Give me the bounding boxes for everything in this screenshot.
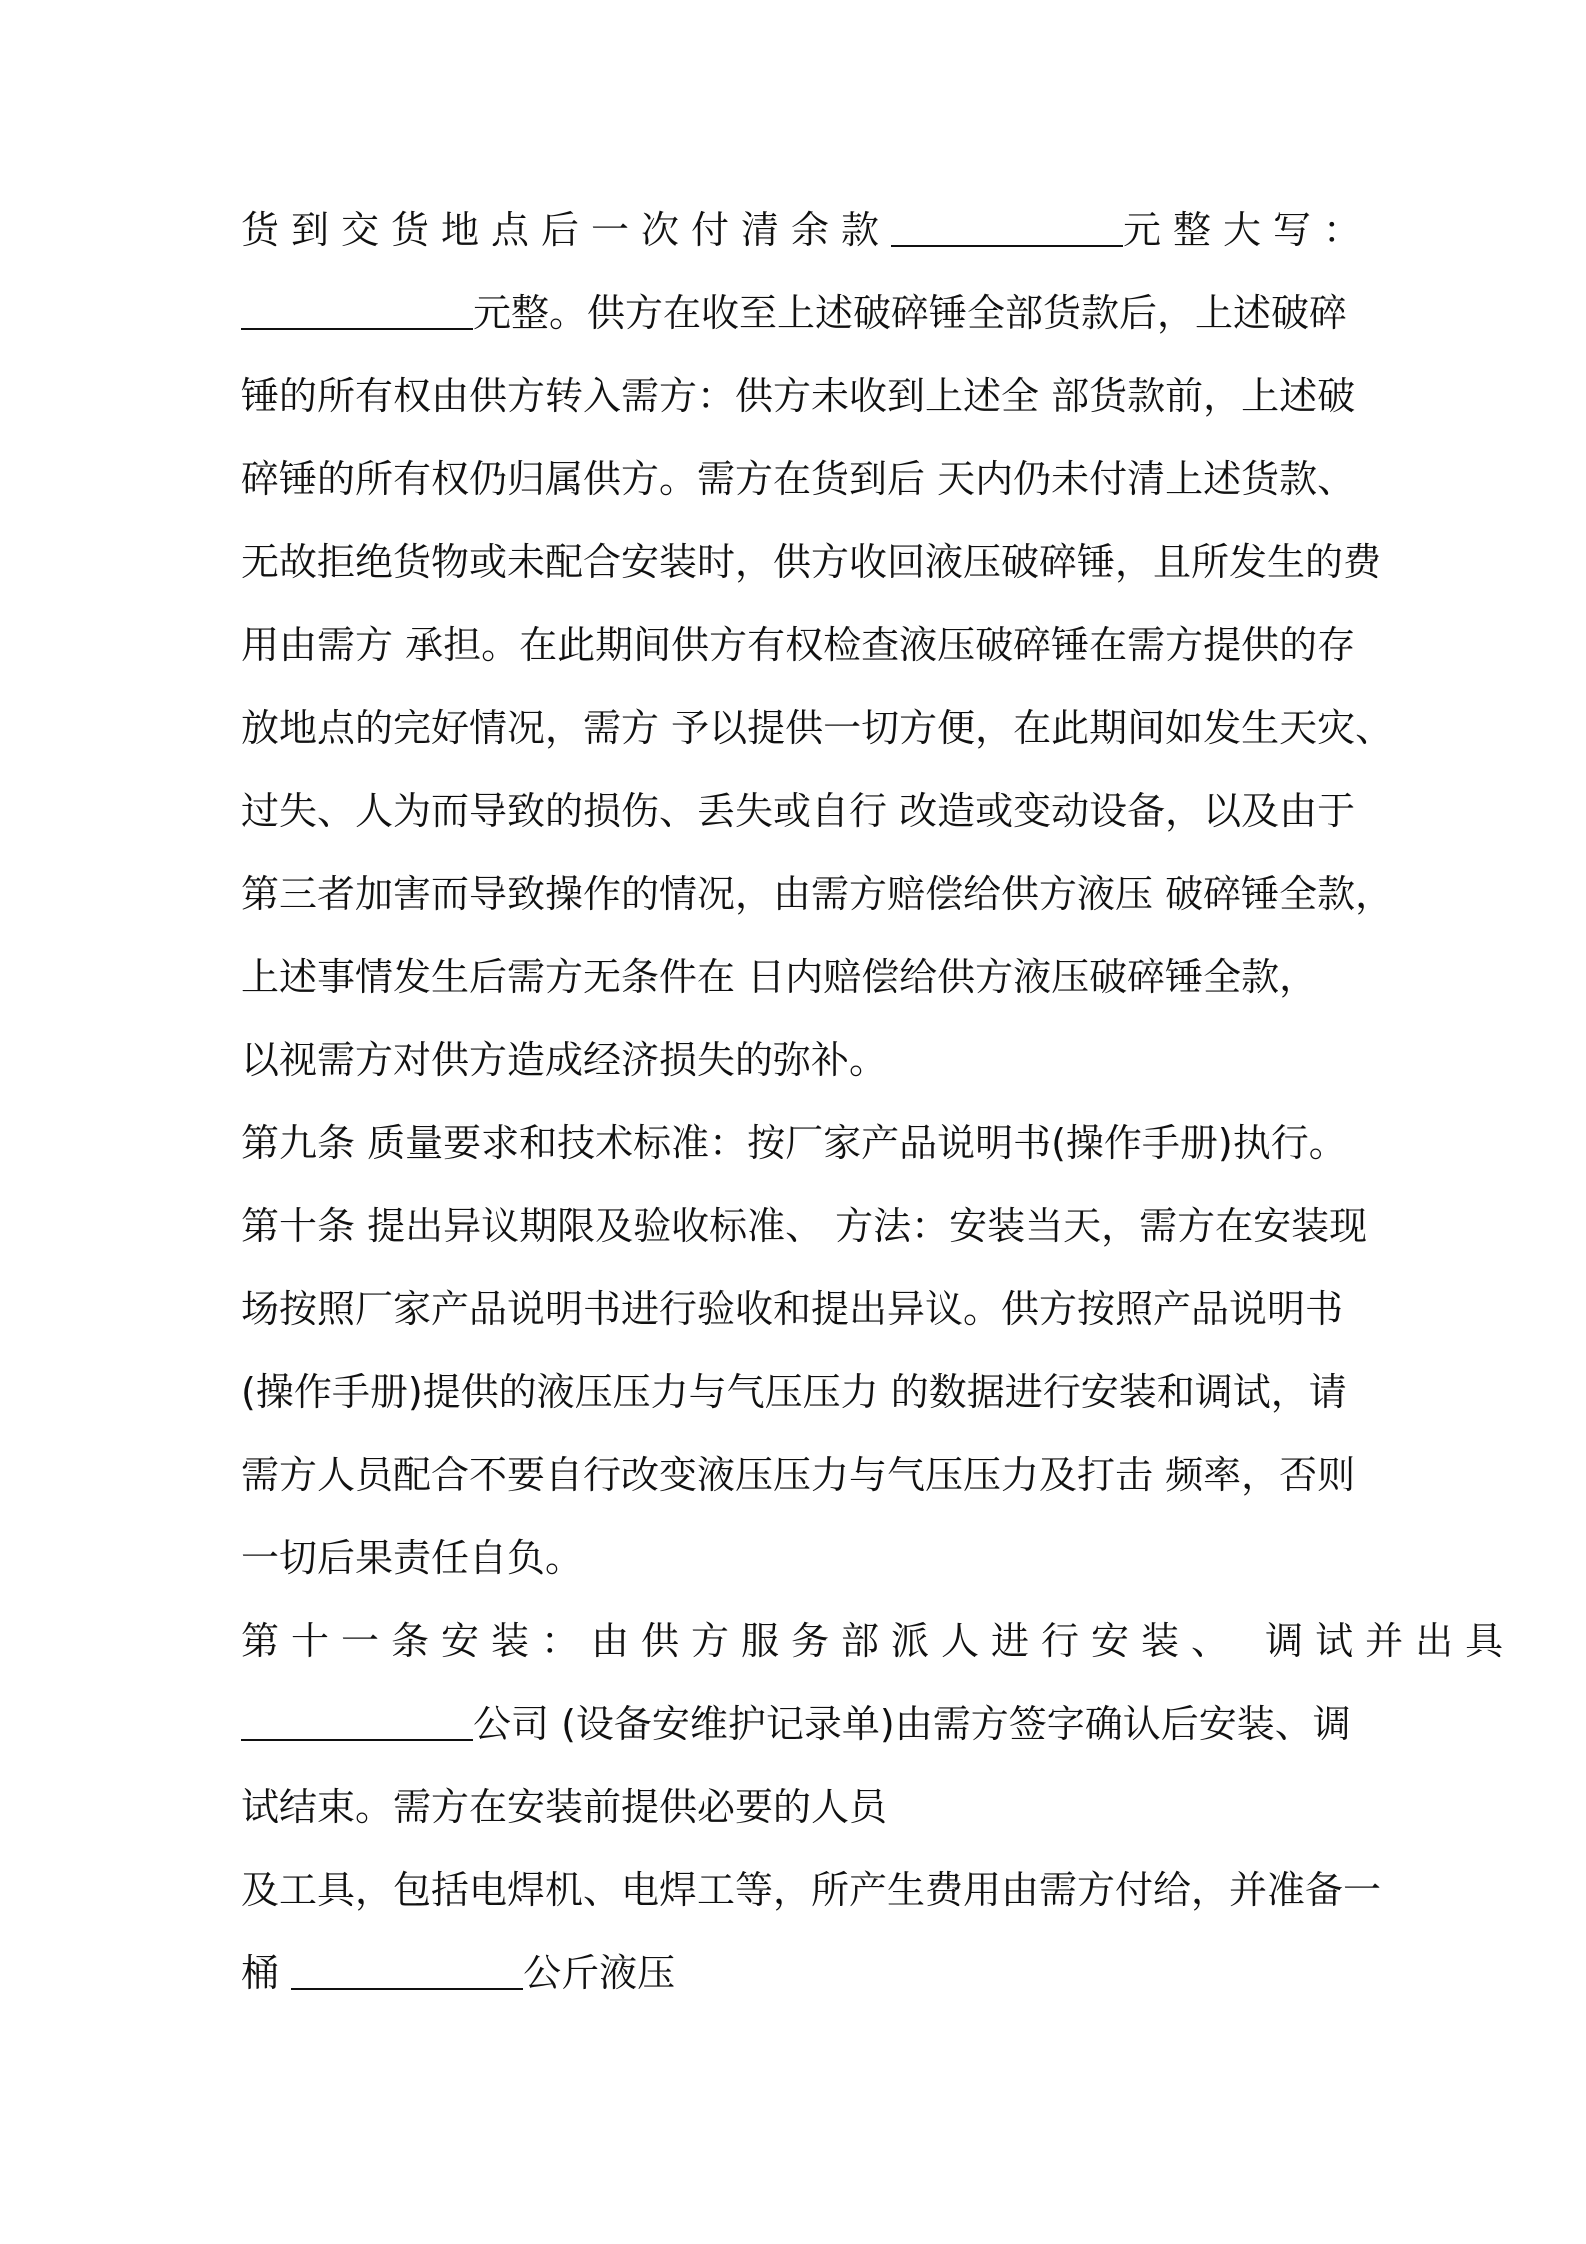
text-line-16: 需方人员配合不要自行改变液压压力与气压压力及打击 频率，否则 bbox=[241, 1453, 1356, 1497]
text-line-10: 上述事情发生后需方无条件在 日内赔偿给供方液压破碎锤全款， bbox=[241, 955, 1318, 999]
text-line-8: 过失、人为而导致的损伤、丢失或自行 改造或变动设备，以及由于 bbox=[241, 789, 1356, 833]
text-line-5: 无故拒绝货物或未配合安装时，供方收回液压破碎锤，且所发生的费 bbox=[241, 540, 1382, 584]
fill-blank bbox=[241, 282, 473, 330]
contract-text bbox=[241, 195, 1516, 2021]
text-line-2: 元整。供方在收至上述破碎锤全部货款后，上述破碎 bbox=[241, 278, 1361, 361]
text-line-9: 第三者加害而导致操作的情况，由需方赔偿给供方液压 破碎锤全款， bbox=[241, 872, 1394, 916]
text-line-12: 第九条 质量要求和技术标准：按厂家产品说明书(操作手册)执行。 bbox=[241, 1121, 1347, 1165]
text-line-19: 公司 (设备安维护记录单)由需方签字确认后安装、调 bbox=[241, 1689, 1361, 1772]
text-line-7: 放地点的完好情况，需方 予以提供一切方便，在此期间如发生天灾、 bbox=[241, 706, 1394, 750]
text-line-18: 第十一条安装：由供方服务部派人进行安装、 调试并出具 bbox=[241, 1619, 1516, 1663]
text-line-15: (操作手册)提供的液压压力与气压压力 的数据进行安装和调试，请 bbox=[241, 1370, 1347, 1414]
text-line-11: 以视需方对供方造成经济损失的弥补。 bbox=[241, 1038, 888, 1082]
fill-blank bbox=[291, 1942, 523, 1990]
fill-blank bbox=[891, 199, 1123, 247]
text-line-22: 桶 公斤液压 bbox=[241, 1938, 1361, 2021]
text-line-13: 第十条 提出异议期限及验收标准、 方法：安装当天，需方在安装现 bbox=[241, 1204, 1368, 1248]
text-line-20: 试结束。需方在安装前提供必要的人员 bbox=[241, 1785, 888, 1829]
text-line-17: 一切后果责任自负。 bbox=[241, 1536, 584, 1580]
text-line-4: 碎锤的所有权仍归属供方。需方在货到后 天内仍未付清上述货款、 bbox=[241, 457, 1356, 501]
text-line-1: 货到交货地点后一次付清余款 元整大写： bbox=[241, 195, 1361, 278]
text-line-6: 用由需方 承担。在此期间供方有权检查液压破碎锤在需方提供的存 bbox=[241, 623, 1356, 667]
fill-blank bbox=[241, 1693, 473, 1741]
text-line-14: 场按照厂家产品说明书进行验收和提出异议。供方按照产品说明书 bbox=[241, 1287, 1344, 1331]
text-line-21: 及工具，包括电焊机、电焊工等，所产生费用由需方付给，并准备一 bbox=[241, 1868, 1382, 1912]
text-line-3: 锤的所有权由供方转入需方：供方未收到上述全 部货款前，上述破 bbox=[241, 374, 1356, 418]
